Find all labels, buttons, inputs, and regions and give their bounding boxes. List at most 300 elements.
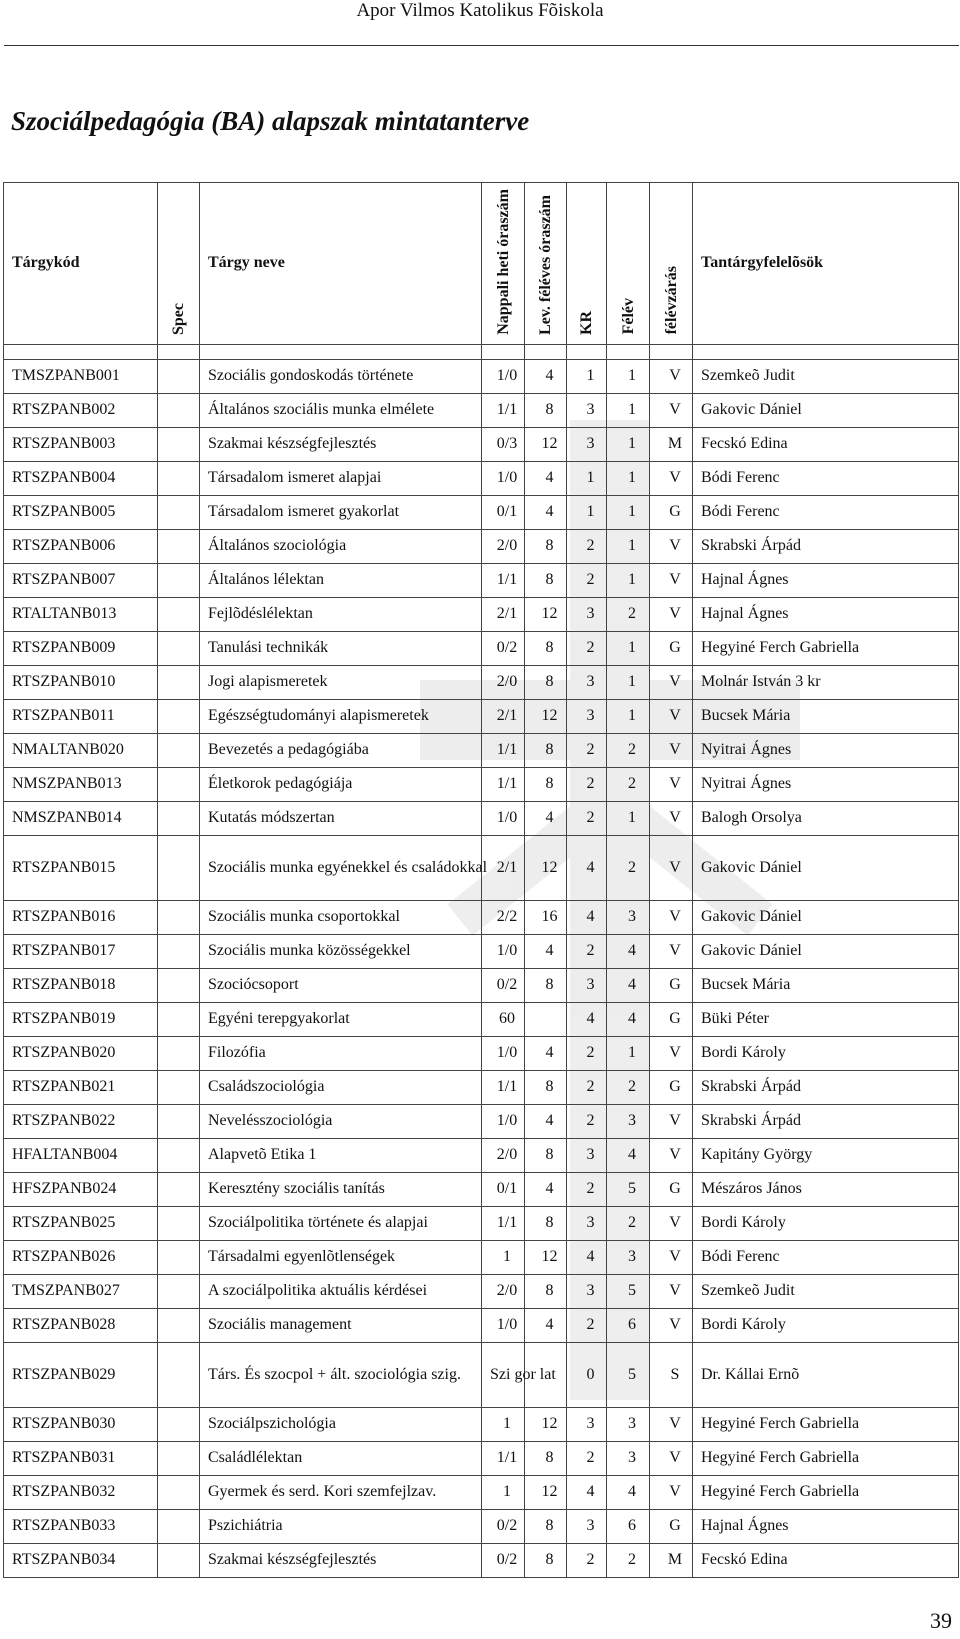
semester-cell: 2 xyxy=(607,1206,650,1240)
spec-cell xyxy=(158,1342,200,1407)
code-cell: RTSZPANB032 xyxy=(4,1475,158,1509)
credits-cell: 0 xyxy=(567,1342,607,1407)
credits-cell: 2 xyxy=(567,529,607,563)
hours-correspondence-cell xyxy=(525,1002,567,1036)
table-row xyxy=(4,1172,959,1206)
responsible-cell: Gakovic Dániel xyxy=(693,900,959,934)
hours-correspondence-cell: 8 xyxy=(525,665,567,699)
code-cell: RTSZPANB018 xyxy=(4,968,158,1002)
hours-day-cell: 1/0 xyxy=(482,359,525,393)
credits-cell: 2 xyxy=(567,1070,607,1104)
closing-cell: V xyxy=(650,563,693,597)
name-cell: Családszociológia xyxy=(200,1070,482,1104)
table-row xyxy=(4,968,959,1002)
closing-cell: G xyxy=(650,1070,693,1104)
closing-cell: V xyxy=(650,1138,693,1172)
name-cell: Családlélektan xyxy=(200,1441,482,1475)
code-cell: HFSZPANB024 xyxy=(4,1172,158,1206)
hours-day-cell: 1/1 xyxy=(482,563,525,597)
table-row xyxy=(4,767,959,801)
responsible-cell: Bódi Ferenc xyxy=(693,1240,959,1274)
table-body xyxy=(4,359,959,1577)
table-row xyxy=(4,1543,959,1577)
semester-cell: 3 xyxy=(607,1441,650,1475)
semester-cell: 2 xyxy=(607,597,650,631)
table-row xyxy=(4,461,959,495)
hours-correspondence-cell: 8 xyxy=(525,1070,567,1104)
closing-cell: V xyxy=(650,1240,693,1274)
name-cell: Tanulási technikák xyxy=(200,631,482,665)
spec-cell xyxy=(158,1138,200,1172)
credits-cell: 2 xyxy=(567,1036,607,1070)
name-cell: Pszichiátria xyxy=(200,1509,482,1543)
name-cell: Szociális munka közösségekkel xyxy=(200,934,482,968)
table-row xyxy=(4,563,959,597)
responsible-cell: Hegyiné Ferch Gabriella xyxy=(693,1407,959,1441)
closing-cell: V xyxy=(650,461,693,495)
credits-cell: 3 xyxy=(567,699,607,733)
closing-cell: V xyxy=(650,801,693,835)
hours-correspondence-cell: 16 xyxy=(525,900,567,934)
credits-cell: 2 xyxy=(567,801,607,835)
table-row xyxy=(4,1308,959,1342)
header-spacer-row xyxy=(4,344,959,359)
code-cell: RTSZPANB003 xyxy=(4,427,158,461)
responsible-cell: Skrabski Árpád xyxy=(693,529,959,563)
table-row xyxy=(4,665,959,699)
semester-cell: 3 xyxy=(607,1104,650,1138)
responsible-cell: Nyitrai Ágnes xyxy=(693,733,959,767)
spec-cell xyxy=(158,1308,200,1342)
hours-day-cell: 60 xyxy=(482,1002,525,1036)
table-row xyxy=(4,1509,959,1543)
responsible-cell: Bucsek Mária xyxy=(693,699,959,733)
curriculum-table xyxy=(3,182,959,1578)
credits-cell: 2 xyxy=(567,631,607,665)
spec-cell xyxy=(158,1206,200,1240)
code-cell: RTSZPANB010 xyxy=(4,665,158,699)
code-cell: RTSZPANB020 xyxy=(4,1036,158,1070)
hours-correspondence-cell: 4 xyxy=(525,461,567,495)
spec-cell xyxy=(158,1036,200,1070)
table-row xyxy=(4,495,959,529)
spec-cell xyxy=(158,1002,200,1036)
hours-day-cell: 0/1 xyxy=(482,1172,525,1206)
responsible-cell: Büki Péter xyxy=(693,1002,959,1036)
semester-cell: 3 xyxy=(607,1240,650,1274)
spec-cell xyxy=(158,835,200,900)
hours-correspondence-cell: 12 xyxy=(525,1475,567,1509)
hours-day-cell: 1/0 xyxy=(482,461,525,495)
closing-cell: V xyxy=(650,900,693,934)
semester-cell: 2 xyxy=(607,1543,650,1577)
credits-cell: 1 xyxy=(567,461,607,495)
credits-cell: 3 xyxy=(567,427,607,461)
name-cell: Szociális munka egyénekkel és családokkal xyxy=(200,835,482,900)
table-row xyxy=(4,1407,959,1441)
hours-day-cell: 1/0 xyxy=(482,1104,525,1138)
code-cell: RTSZPANB002 xyxy=(4,393,158,427)
name-cell: Filozófia xyxy=(200,1036,482,1070)
credits-cell: 3 xyxy=(567,665,607,699)
spec-cell xyxy=(158,461,200,495)
semester-cell: 2 xyxy=(607,1070,650,1104)
name-cell: A szociálpolitika aktuális kérdései xyxy=(200,1274,482,1308)
hours-correspondence-cell: 12 xyxy=(525,835,567,900)
responsible-cell: Szemkeõ Judit xyxy=(693,1274,959,1308)
responsible-cell: Hegyiné Ferch Gabriella xyxy=(693,631,959,665)
hours-day-cell: Szi gor lat xyxy=(482,1342,525,1407)
spec-cell xyxy=(158,699,200,733)
hours-correspondence-cell: 8 xyxy=(525,1206,567,1240)
semester-cell: 6 xyxy=(607,1308,650,1342)
hours-day-cell: 1/1 xyxy=(482,1070,525,1104)
semester-cell: 2 xyxy=(607,767,650,801)
closing-cell: V xyxy=(650,767,693,801)
semester-cell: 1 xyxy=(607,427,650,461)
spec-cell xyxy=(158,359,200,393)
spec-cell xyxy=(158,968,200,1002)
closing-cell: G xyxy=(650,631,693,665)
hours-correspondence-cell: 8 xyxy=(525,631,567,665)
code-cell: RTSZPANB016 xyxy=(4,900,158,934)
semester-cell: 1 xyxy=(607,529,650,563)
semester-cell: 4 xyxy=(607,1002,650,1036)
credits-cell: 4 xyxy=(567,1240,607,1274)
responsible-cell: Hajnal Ágnes xyxy=(693,597,959,631)
header-rule xyxy=(4,45,959,46)
responsible-cell: Balogh Orsolya xyxy=(693,801,959,835)
name-cell: Jogi alapismeretek xyxy=(200,665,482,699)
closing-cell: V xyxy=(650,733,693,767)
name-cell: Társadalom ismeret alapjai xyxy=(200,461,482,495)
credits-cell: 2 xyxy=(567,934,607,968)
responsible-cell: Hegyiné Ferch Gabriella xyxy=(693,1475,959,1509)
name-cell: Szociális management xyxy=(200,1308,482,1342)
responsible-cell: Mészáros János xyxy=(693,1172,959,1206)
name-cell: Alapvetõ Etika 1 xyxy=(200,1138,482,1172)
table-row xyxy=(4,393,959,427)
responsible-cell: Bucsek Mária xyxy=(693,968,959,1002)
hours-day-cell: 1/0 xyxy=(482,1036,525,1070)
hours-correspondence-cell: 12 xyxy=(525,1240,567,1274)
spec-cell xyxy=(158,665,200,699)
semester-cell: 1 xyxy=(607,699,650,733)
credits-cell: 2 xyxy=(567,1308,607,1342)
table-row xyxy=(4,900,959,934)
table-row xyxy=(4,1104,959,1138)
closing-cell: V xyxy=(650,665,693,699)
code-cell: RTSZPANB011 xyxy=(4,699,158,733)
hours-correspondence-cell: 4 xyxy=(525,495,567,529)
hours-day-cell: 1 xyxy=(482,1475,525,1509)
table-header-row xyxy=(4,183,959,345)
responsible-cell: Gakovic Dániel xyxy=(693,393,959,427)
spec-cell xyxy=(158,1274,200,1308)
semester-cell: 2 xyxy=(607,733,650,767)
table-row xyxy=(4,1274,959,1308)
responsible-cell: Hajnal Ágnes xyxy=(693,563,959,597)
code-cell: RTSZPANB009 xyxy=(4,631,158,665)
col-header-semester: Félév xyxy=(607,183,650,345)
hours-day-cell: 1 xyxy=(482,1240,525,1274)
semester-cell: 6 xyxy=(607,1509,650,1543)
hours-correspondence-cell: 4 xyxy=(525,1104,567,1138)
code-cell: RTSZPANB007 xyxy=(4,563,158,597)
hours-correspondence-cell: 4 xyxy=(525,934,567,968)
name-cell: Bevezetés a pedagógiába xyxy=(200,733,482,767)
credits-cell: 3 xyxy=(567,393,607,427)
responsible-cell: Gakovic Dániel xyxy=(693,934,959,968)
table-row xyxy=(4,359,959,393)
col-header-spec: Spec xyxy=(158,183,200,345)
hours-day-cell: 0/2 xyxy=(482,631,525,665)
hours-day-cell: 1/1 xyxy=(482,1441,525,1475)
credits-cell: 2 xyxy=(567,1441,607,1475)
code-cell: RTSZPANB022 xyxy=(4,1104,158,1138)
hours-day-cell: 1/0 xyxy=(482,1308,525,1342)
hours-correspondence-cell: 12 xyxy=(525,597,567,631)
responsible-cell: Bódi Ferenc xyxy=(693,461,959,495)
spec-cell xyxy=(158,733,200,767)
name-cell: Nevelésszociológia xyxy=(200,1104,482,1138)
credits-cell: 4 xyxy=(567,1475,607,1509)
table-row xyxy=(4,1002,959,1036)
hours-correspondence-cell: 8 xyxy=(525,529,567,563)
semester-cell: 1 xyxy=(607,563,650,597)
table-row xyxy=(4,934,959,968)
table-row xyxy=(4,1475,959,1509)
hours-correspondence-cell: 4 xyxy=(525,359,567,393)
hours-correspondence-cell: 12 xyxy=(525,427,567,461)
code-cell: RTALTANB013 xyxy=(4,597,158,631)
hours-correspondence-cell: 8 xyxy=(525,1441,567,1475)
name-cell: Keresztény szociális tanítás xyxy=(200,1172,482,1206)
responsible-cell: Hajnal Ágnes xyxy=(693,1509,959,1543)
hours-correspondence-cell: 8 xyxy=(525,767,567,801)
credits-cell: 2 xyxy=(567,1543,607,1577)
closing-cell: V xyxy=(650,1036,693,1070)
code-cell: RTSZPANB034 xyxy=(4,1543,158,1577)
credits-cell: 4 xyxy=(567,1002,607,1036)
closing-cell: G xyxy=(650,495,693,529)
hours-day-cell: 1/1 xyxy=(482,1206,525,1240)
hours-correspondence-cell: 4 xyxy=(525,1308,567,1342)
closing-cell: V xyxy=(650,1308,693,1342)
hours-day-cell: 1/0 xyxy=(482,934,525,968)
hours-correspondence-cell: 8 xyxy=(525,1138,567,1172)
hours-day-cell: 2/2 xyxy=(482,900,525,934)
spec-cell xyxy=(158,563,200,597)
name-cell: Társadalom ismeret gyakorlat xyxy=(200,495,482,529)
hours-day-cell: 1/1 xyxy=(482,733,525,767)
hours-day-cell: 2/1 xyxy=(482,835,525,900)
semester-cell: 1 xyxy=(607,393,650,427)
code-cell: NMALTANB020 xyxy=(4,733,158,767)
name-cell: Társadalmi egyenlõtlenségek xyxy=(200,1240,482,1274)
hours-day-cell: 2/0 xyxy=(482,1274,525,1308)
closing-cell: V xyxy=(650,1206,693,1240)
spec-cell xyxy=(158,1543,200,1577)
credits-cell: 2 xyxy=(567,563,607,597)
name-cell: Általános szociális munka elmélete xyxy=(200,393,482,427)
closing-cell: G xyxy=(650,1172,693,1206)
spec-cell xyxy=(158,1475,200,1509)
credits-cell: 3 xyxy=(567,1407,607,1441)
semester-cell: 4 xyxy=(607,934,650,968)
closing-cell: G xyxy=(650,968,693,1002)
document-title: Szociálpedagógia (BA) alapszak mintatanterve xyxy=(11,106,530,136)
code-cell: RTSZPANB004 xyxy=(4,461,158,495)
name-cell: Szociálpszichológia xyxy=(200,1407,482,1441)
col-header-closing: félévzárás xyxy=(650,183,693,345)
responsible-cell: Gakovic Dániel xyxy=(693,835,959,900)
spec-cell xyxy=(158,495,200,529)
table-row xyxy=(4,1036,959,1070)
code-cell: NMSZPANB014 xyxy=(4,801,158,835)
closing-cell: V xyxy=(650,1274,693,1308)
table-row xyxy=(4,597,959,631)
closing-cell: G xyxy=(650,1002,693,1036)
credits-cell: 4 xyxy=(567,835,607,900)
closing-cell: V xyxy=(650,1441,693,1475)
closing-cell: M xyxy=(650,427,693,461)
table-row xyxy=(4,1070,959,1104)
code-cell: RTSZPANB017 xyxy=(4,934,158,968)
code-cell: RTSZPANB029 xyxy=(4,1342,158,1407)
name-cell: Szociálpolitika története és alapjai xyxy=(200,1206,482,1240)
hours-correspondence-cell: 8 xyxy=(525,968,567,1002)
semester-cell: 5 xyxy=(607,1274,650,1308)
code-cell: RTSZPANB033 xyxy=(4,1509,158,1543)
semester-cell: 2 xyxy=(607,835,650,900)
code-cell: RTSZPANB030 xyxy=(4,1407,158,1441)
closing-cell: V xyxy=(650,699,693,733)
credits-cell: 3 xyxy=(567,968,607,1002)
closing-cell: V xyxy=(650,1475,693,1509)
table-row xyxy=(4,1206,959,1240)
name-cell: Általános lélektan xyxy=(200,563,482,597)
hours-day-cell: 0/2 xyxy=(482,1543,525,1577)
semester-cell: 4 xyxy=(607,1475,650,1509)
responsible-cell: Hegyiné Ferch Gabriella xyxy=(693,1441,959,1475)
semester-cell: 4 xyxy=(607,1138,650,1172)
spec-cell xyxy=(158,529,200,563)
spec-cell xyxy=(158,767,200,801)
name-cell: Általános szociológia xyxy=(200,529,482,563)
responsible-cell: Molnár István 3 kr xyxy=(693,665,959,699)
closing-cell: M xyxy=(650,1543,693,1577)
hours-day-cell: 2/0 xyxy=(482,665,525,699)
semester-cell: 1 xyxy=(607,631,650,665)
closing-cell: V xyxy=(650,934,693,968)
spec-cell xyxy=(158,427,200,461)
hours-day-cell: 1/1 xyxy=(482,767,525,801)
closing-cell: V xyxy=(650,393,693,427)
col-header-hours-day: Nappali heti óraszám xyxy=(482,183,525,345)
hours-correspondence-cell: 8 xyxy=(525,1509,567,1543)
name-cell: Kutatás módszertan xyxy=(200,801,482,835)
credits-cell: 3 xyxy=(567,1509,607,1543)
hours-correspondence-cell: 4 xyxy=(525,1036,567,1070)
semester-cell: 3 xyxy=(607,1407,650,1441)
spec-cell xyxy=(158,631,200,665)
name-cell: Fejlõdéslélektan xyxy=(200,597,482,631)
spec-cell xyxy=(158,801,200,835)
code-cell: RTSZPANB006 xyxy=(4,529,158,563)
hours-correspondence-cell: 8 xyxy=(525,1543,567,1577)
name-cell: Szociális gondoskodás története xyxy=(200,359,482,393)
hours-correspondence-cell: 4 xyxy=(525,1172,567,1206)
semester-cell: 1 xyxy=(607,1036,650,1070)
spec-cell xyxy=(158,1104,200,1138)
code-cell: RTSZPANB015 xyxy=(4,835,158,900)
responsible-cell: Kapitány György xyxy=(693,1138,959,1172)
col-header-hours-correspondence: Lev. féléves óraszám xyxy=(525,183,567,345)
table-row xyxy=(4,801,959,835)
hours-day-cell: 2/1 xyxy=(482,597,525,631)
table-row xyxy=(4,733,959,767)
name-cell: Szakmai készségfejlesztés xyxy=(200,1543,482,1577)
hours-day-cell: 1/0 xyxy=(482,801,525,835)
code-cell: RTSZPANB031 xyxy=(4,1441,158,1475)
responsible-cell: Dr. Kállai Ernõ xyxy=(693,1342,959,1407)
spec-cell xyxy=(158,393,200,427)
semester-cell: 4 xyxy=(607,968,650,1002)
code-cell: RTSZPANB005 xyxy=(4,495,158,529)
table-row xyxy=(4,699,959,733)
closing-cell: V xyxy=(650,597,693,631)
responsible-cell: Nyitrai Ágnes xyxy=(693,767,959,801)
col-header-credits: KR xyxy=(567,183,607,345)
code-cell: RTSZPANB028 xyxy=(4,1308,158,1342)
hours-day-cell: 2/1 xyxy=(482,699,525,733)
semester-cell: 1 xyxy=(607,461,650,495)
code-cell: NMSZPANB013 xyxy=(4,767,158,801)
code-cell: RTSZPANB025 xyxy=(4,1206,158,1240)
hours-day-cell: 1 xyxy=(482,1407,525,1441)
closing-cell: V xyxy=(650,1104,693,1138)
code-cell: RTSZPANB026 xyxy=(4,1240,158,1274)
responsible-cell: Skrabski Árpád xyxy=(693,1104,959,1138)
closing-cell: S xyxy=(650,1342,693,1407)
hours-day-cell: 0/2 xyxy=(482,1509,525,1543)
hours-correspondence-cell: 12 xyxy=(525,1407,567,1441)
hours-day-cell: 0/2 xyxy=(482,968,525,1002)
hours-correspondence-cell: 8 xyxy=(525,1274,567,1308)
table-row xyxy=(4,1138,959,1172)
name-cell: Szociális munka csoportokkal xyxy=(200,900,482,934)
responsible-cell: Bordi Károly xyxy=(693,1036,959,1070)
name-cell: Társ. És szocpol + ált. szociológia szig. xyxy=(200,1342,482,1407)
spec-cell xyxy=(158,1240,200,1274)
credits-cell: 4 xyxy=(567,900,607,934)
credits-cell: 3 xyxy=(567,597,607,631)
credits-cell: 1 xyxy=(567,359,607,393)
responsible-cell: Fecskó Edina xyxy=(693,1543,959,1577)
hours-correspondence-cell: 8 xyxy=(525,393,567,427)
responsible-cell: Bordi Károly xyxy=(693,1206,959,1240)
responsible-cell: Skrabski Árpád xyxy=(693,1070,959,1104)
credits-cell: 3 xyxy=(567,1138,607,1172)
responsible-cell: Bordi Károly xyxy=(693,1308,959,1342)
code-cell: HFALTANB004 xyxy=(4,1138,158,1172)
closing-cell: V xyxy=(650,835,693,900)
col-header-code: Tárgykód xyxy=(4,183,158,345)
responsible-cell: Bódi Ferenc xyxy=(693,495,959,529)
credits-cell: 3 xyxy=(567,1274,607,1308)
name-cell: Szociócsoport xyxy=(200,968,482,1002)
